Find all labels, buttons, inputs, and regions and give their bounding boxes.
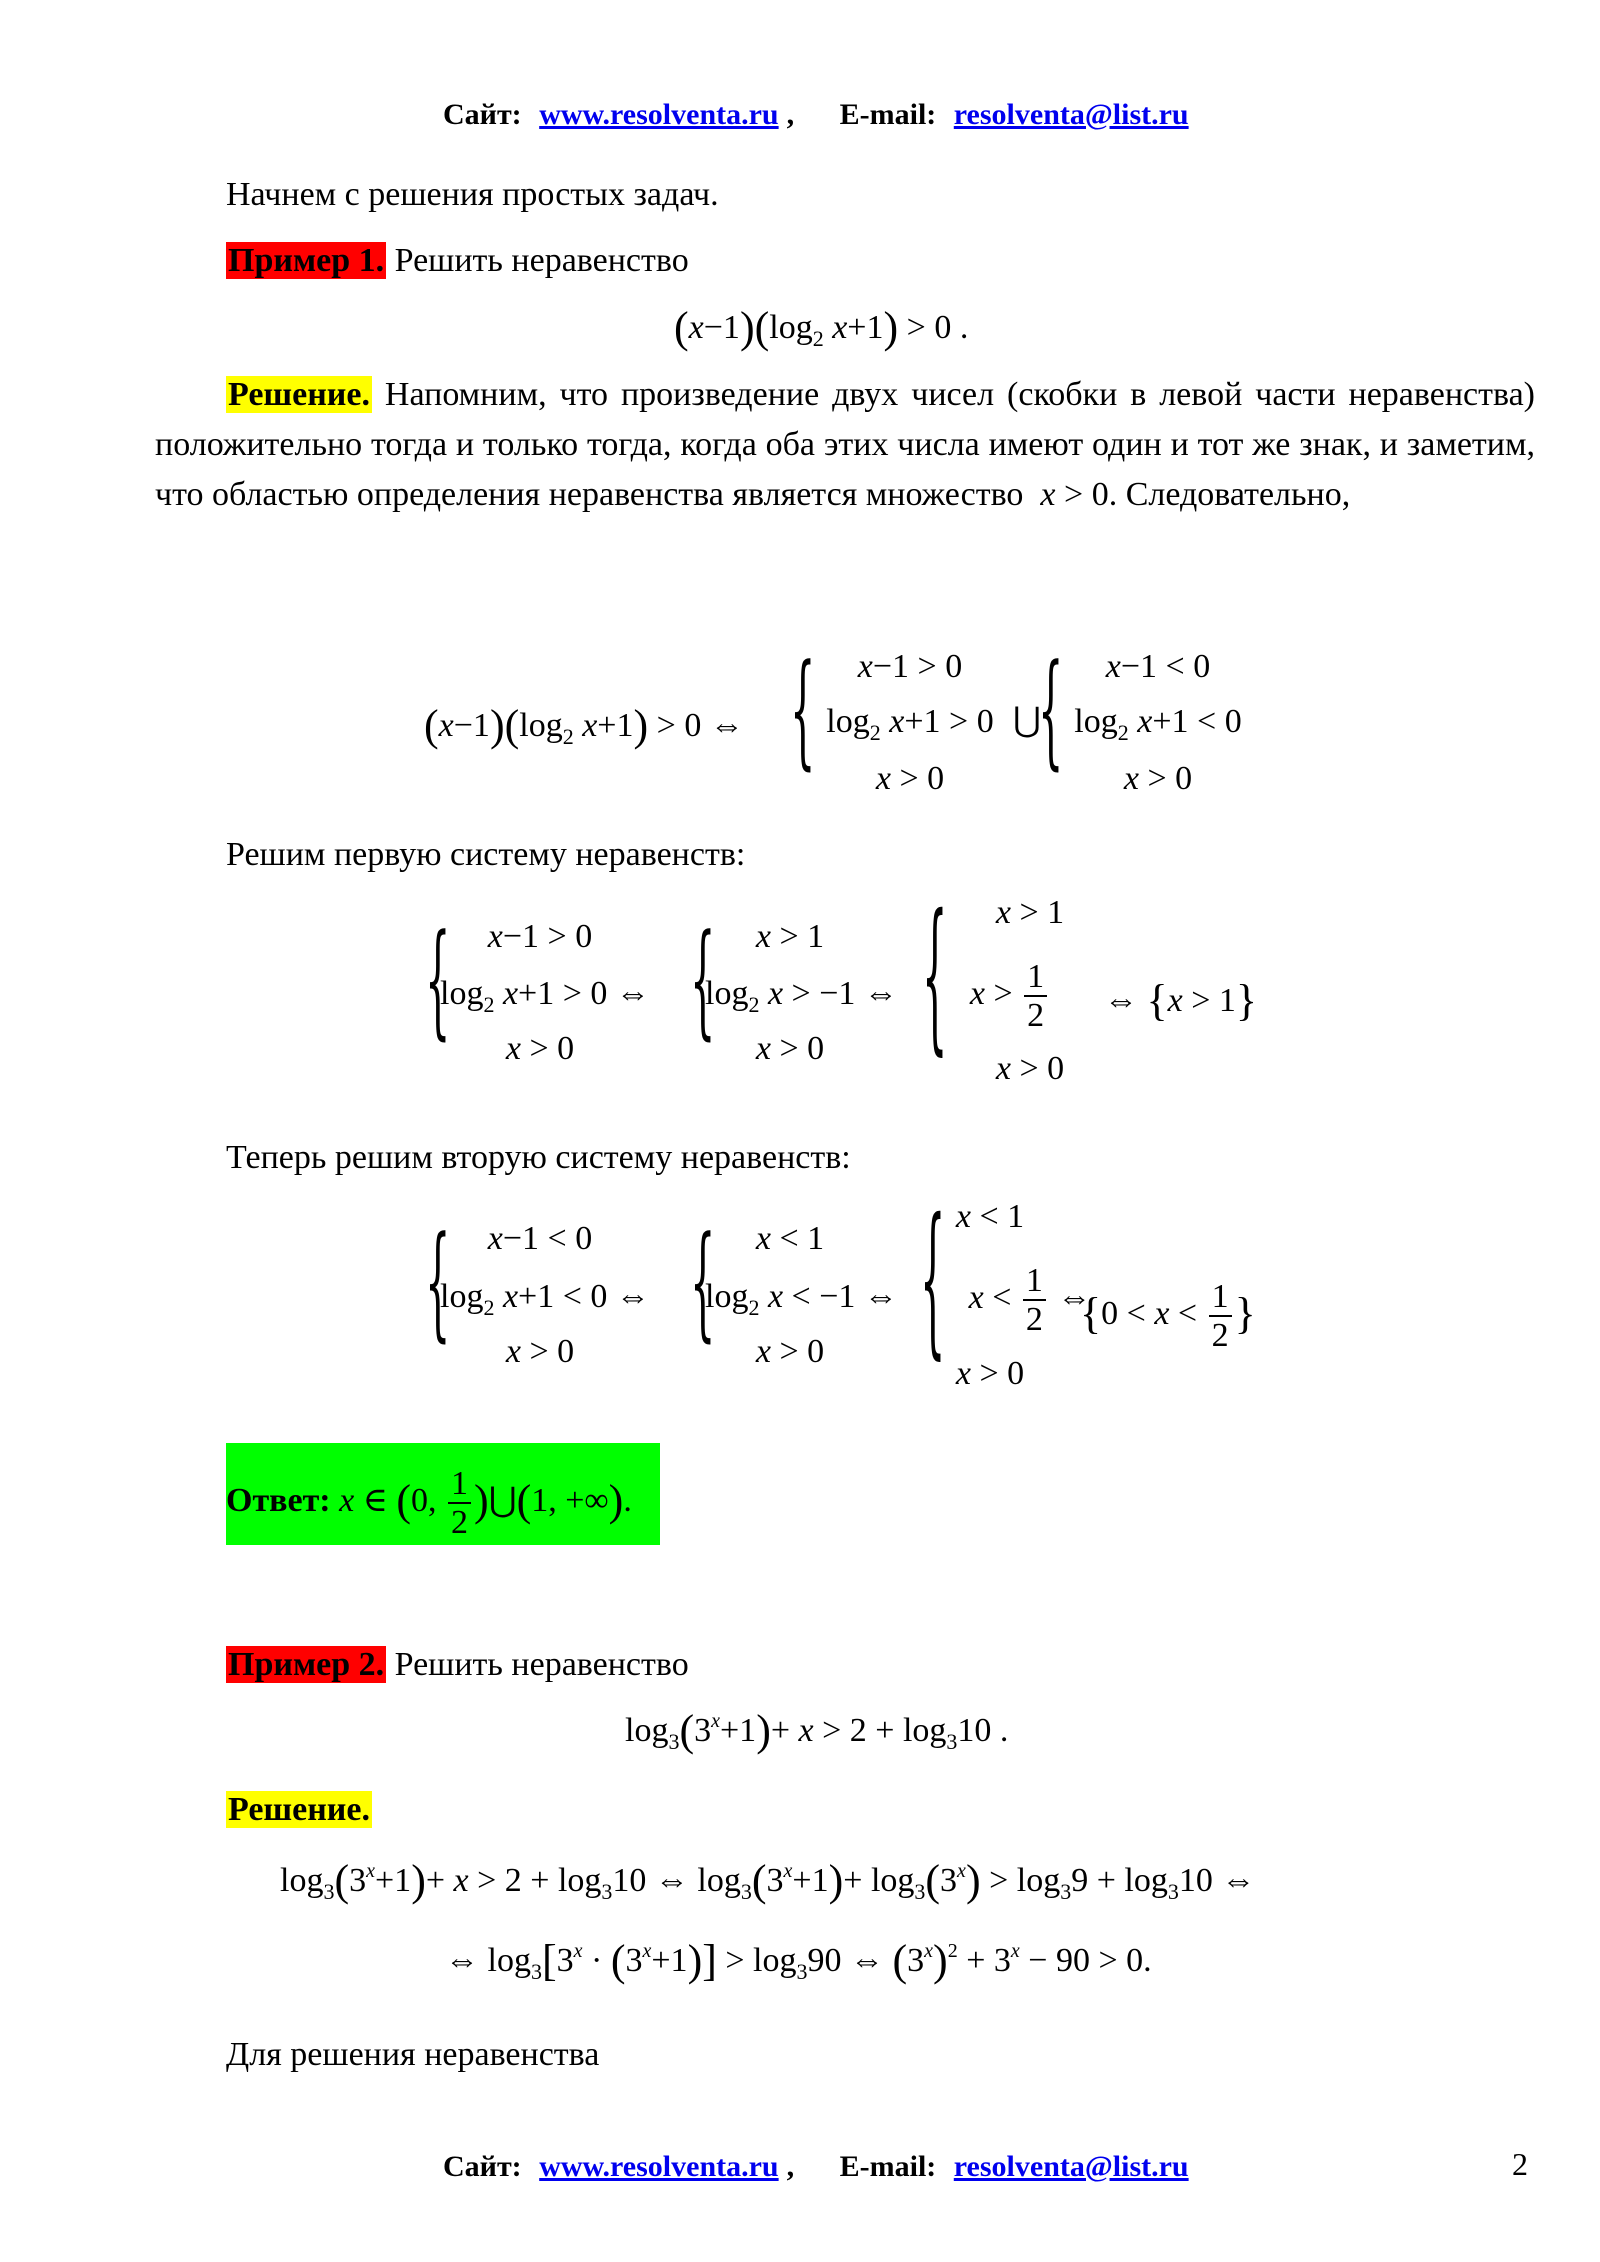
example2-label: Пример 2.	[228, 1646, 385, 1683]
example2-derivation-line2: ⇔ $\log_3[3^x \cdot (3^x+1)] > \log_390$ ⇔ $(3^x)^2 + 3^x - 90 > 0$.	[445, 1936, 1152, 1985]
domain-condition: x > 0	[1040, 476, 1109, 513]
page-number: 2	[1512, 2146, 1528, 2182]
header-email-link[interactable]: resolventa@list.ru	[953, 98, 1189, 131]
closing-text: Для решения неравенства	[226, 2036, 600, 2073]
footer-email-label: E-mail:	[839, 2150, 937, 2183]
answer-line: Ответ: x ∈ (0, $\frac{1}{2}$ )⋃(1, +∞).	[226, 1465, 632, 1542]
example2-solution-heading	[226, 1785, 372, 1835]
example2-inequality: $\log_3(3^x+1)+ x > 2 + \log_310$ .	[625, 1706, 1009, 1755]
example2-heading	[226, 1640, 689, 1690]
header-site-label: Сайт:	[443, 98, 522, 131]
example1-heading	[226, 236, 689, 286]
example1-inequality: $(x-1)(\log_2$ x+1) > 0 .	[674, 303, 969, 352]
example2-derivation-line1: $\log_3(3^x+1)+ x > 2 + \log_310$ ⇔ $\log_3(3^x+1)+ \log_3(3^x) > \log_39 + \log_310$ ⇔	[280, 1856, 1256, 1905]
intro-paragraph: Начнем с решения простых задач.	[226, 176, 719, 213]
header-site-link[interactable]: www.resolventa.ru	[539, 98, 779, 131]
footer-site-label: Сайт:	[443, 2150, 522, 2183]
solution-text: Напомним, что произведение двух чисел (скобки в левой части неравенства) положительно тогда и только тогда, когда оба этих числа имеют один и тот же знак, и заметим, что областью определения неравенства является множество	[155, 376, 1535, 513]
footer-site-link[interactable]: www.resolventa.ru	[539, 2150, 779, 2183]
example2-task: Решить неравенство	[386, 1646, 689, 1683]
example1-solution-paragraph: Решение. Напомним, что произведение двух чисел (скобки в левой части неравенства) положительно тогда и только тогда, когда оба этих числа имеют один и тот же знак, и заметим, что областью определения неравенства является множество x > 0. Следовательно,	[155, 376, 1535, 513]
answer-label: Ответ:	[226, 1482, 331, 1520]
example1-label: Пример 1.	[228, 242, 385, 279]
first-system-text: Решим первую систему неравенств:	[226, 836, 746, 873]
header-email-label: E-mail:	[839, 98, 937, 131]
second-system-text: Теперь решим вторую систему неравенств:	[226, 1139, 851, 1176]
page-footer: Сайт: www.resolventa.ru , E-mail: resolventa@list.ru	[443, 2150, 1189, 2183]
footer-email-link[interactable]: resolventa@list.ru	[953, 2150, 1189, 2183]
solution-label: Решение.	[228, 376, 370, 413]
page-header: Сайт: www.resolventa.ru , E-mail: resolventa@list.ru	[443, 98, 1189, 131]
example2-solution-label: Решение.	[228, 1791, 370, 1828]
example1-task: Решить неравенство	[386, 242, 689, 279]
